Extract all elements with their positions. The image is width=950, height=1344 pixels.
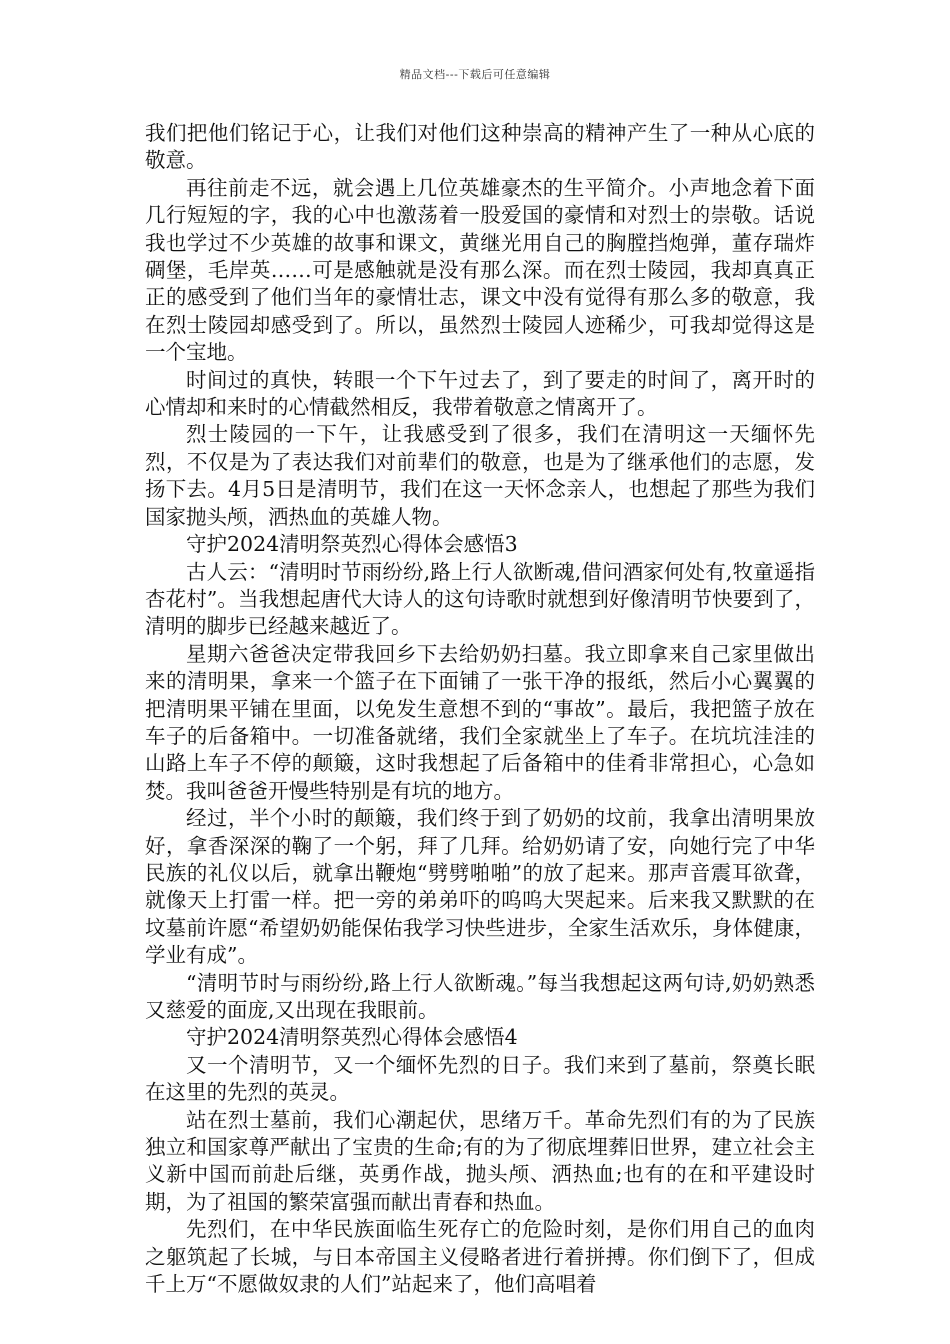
- paragraph: 时间过的真快，转眼一个下午过去了，到了要走的时间了，离开时的心情却和来时的心情截然相反，我带着敬意之情离开了。: [145, 367, 815, 420]
- page-header: 精品文档---下载后可任意编辑: [399, 68, 551, 81]
- document-body: [145, 120, 815, 1298]
- paragraph: 再往前走不远，就会遇上几位英雄豪杰的生平简介。小声地念着下面几行短短的字，我的心中也激荡着一股爱国的豪情和对烈士的崇敬。话说我也学过不少英雄的故事和课文，黄继光用自己的胸膛挡炮弹，董存瑞炸碉堡，毛岸英……可是感触就是没有那么深。而在烈士陵园，我却真真正正的感受到了他们当年的豪情壮志，课文中没有觉得有那么多的敬意，我在烈士陵园却感受到了。所以，虽然烈士陵园人迹稀少，可我却觉得这是一个宝地。: [145, 175, 815, 365]
- paragraph: 星期六爸爸决定带我回乡下去给奶奶扫墓。我立即拿来自己家里做出来的清明果，拿来一个篮子在下面铺了一张干净的报纸，然后小心翼翼的把清明果平铺在里面，以免发生意想不到的“事故”。最后，我把篮子放在车子的后备箱中。一切准备就绪，我们全家就坐上了车子。在坑坑洼洼的山路上车子不停的颠簸，这时我想起了后备箱中的佳肴非常担心，心急如焚。我叫爸爸开慢些特别是有坑的地方。: [145, 641, 815, 803]
- paragraph: 我们把他们铭记于心，让我们对他们这种崇高的精神产生了一种从心底的敬意。: [145, 121, 815, 173]
- paragraph: 又一个清明节，又一个缅怀先烈的日子。我们来到了墓前，祭奠长眠在这里的先烈的英灵。: [145, 1052, 815, 1105]
- paragraph: 站在烈士墓前，我们心潮起伏，思绪万千。革命先烈们有的为了民族独立和国家尊严献出了宝贵的生命;有的为了彻底埋葬旧世界，建立社会主义新中国而前赴后继，英勇作战，抛头颅、洒热血;也有的在和平建设时期，为了祖国的繁荣富强而献出青春和热血。: [145, 1107, 815, 1214]
- paragraph: 经过，半个小时的颠簸，我们终于到了奶奶的坟前，我拿出清明果放好，拿香深深的鞠了一个躬，拜了几拜。给奶奶请了安，向她行完了中华民族的礼仪以后，就拿出鞭炮“劈劈啪啪”的放了起来。那声音震耳欲聋，就像天上打雷一样。把一旁的弟弟吓的呜呜大哭起来。后来我又默默的在坟墓前许愿“希望奶奶能保佑我学习快些进步，全家生活欢乐，身体健康，学业有成”。: [145, 806, 815, 968]
- section-heading: 守护2024清明祭英烈心得体会感悟3: [186, 532, 518, 557]
- paragraph: 古人云：“清明时节雨纷纷,路上行人欲断魂,借问酒家何处有,牧童遥指杏花村”。当我想起唐代大诗人的这句诗歌时就想到好像清明节快要到了，清明的脚步已经越来越近了。: [145, 559, 815, 639]
- paragraph: 先烈们，在中华民族面临生死存亡的危险时刻，是你们用自己的血肉之躯筑起了长城，与日本帝国主义侵略者进行着拼搏。你们倒下了，但成千上万“不愿做奴隶的人们”站起来了，他们高唱着: [145, 1217, 815, 1297]
- paragraph: 烈士陵园的一下午，让我感受到了很多，我们在清明这一天缅怀先烈，不仅是为了表达我们对前辈们的敬意，也是为了继承他们的志愿，发扬下去。4月5日是清明节，我们在这一天怀念亲人，也想起了那些为我们国家抛头颅，洒热血的英雄人物。: [145, 422, 815, 529]
- section-heading: 守护2024清明祭英烈心得体会感悟4: [186, 1025, 518, 1050]
- paragraph: “清明节时与雨纷纷,路上行人欲断魂。”每当我想起这两句诗,奶奶熟悉又慈爱的面庞,又出现在我眼前。: [145, 970, 815, 1022]
